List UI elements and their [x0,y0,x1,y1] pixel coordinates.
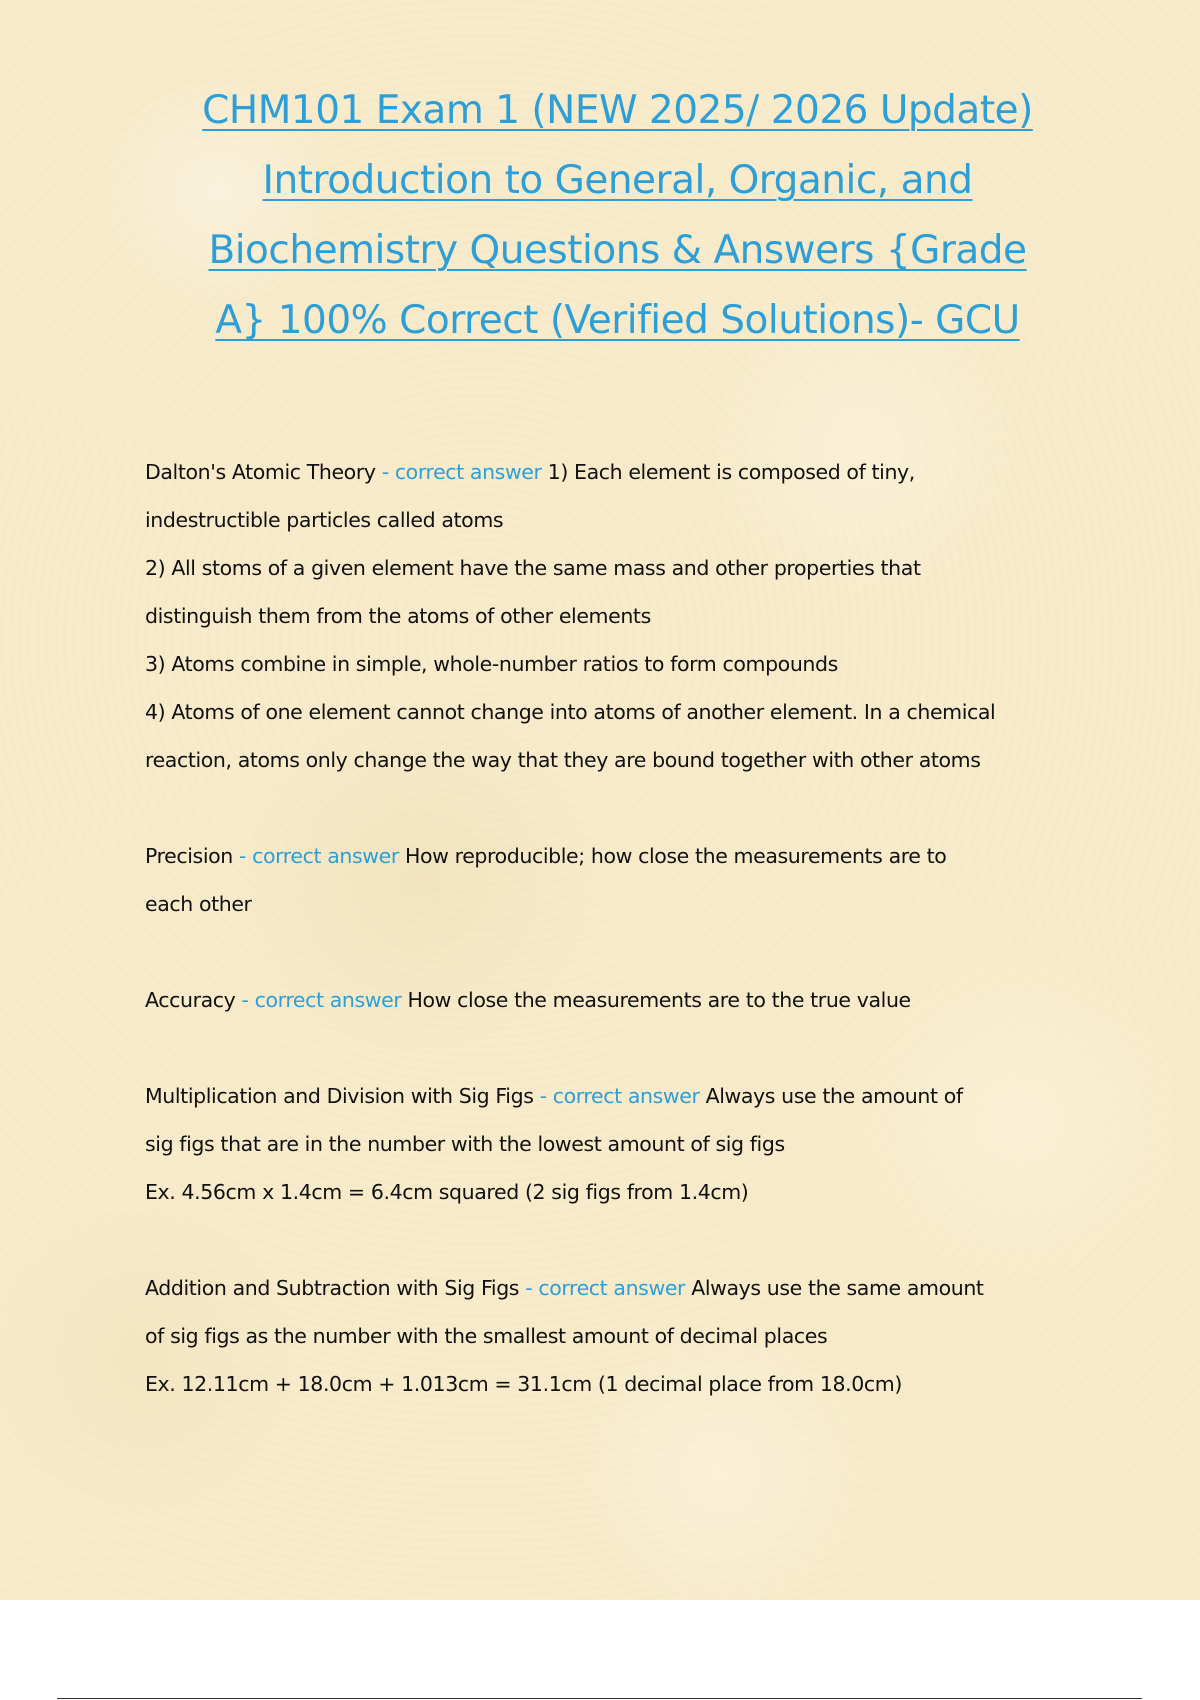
qa-entry-accuracy [145,976,1100,1024]
qa-answer-line: Ex. 4.56cm x 1.4cm = 6.4cm squared (2 sig figs from 1.4cm) [145,1180,749,1204]
qa-term: Dalton's Atomic Theory [145,460,376,484]
qa-answer-line: of sig figs as the number with the smallest amount of decimal places [145,1324,828,1348]
qa-answer-text: How reproducible; how close the measurements are to [398,844,947,868]
qa-entry-daltons-atomic-theory [145,448,1100,784]
correct-answer-label: correct answer [252,844,399,868]
qa-separator: - [519,1276,539,1300]
qa-entry-addition-subtraction-sig-figs [145,1264,1100,1408]
qa-first-line [145,832,1100,880]
qa-answer-text: Always use the amount of [699,1084,963,1108]
qa-answer-line: Ex. 12.11cm + 18.0cm + 1.013cm = 31.1cm (1 decimal place from 18.0cm) [145,1372,902,1396]
qa-entry-precision [145,832,1100,928]
qa-answer-text: 1) Each element is composed of tiny, [541,460,915,484]
qa-list [145,448,1100,1456]
qa-separator: - [235,988,255,1012]
qa-separator: - [533,1084,553,1108]
qa-answer-line: 2) All stoms of a given element have the same mass and other properties that [145,556,921,580]
correct-answer-label: correct answer [552,1084,700,1108]
qa-separator: - [232,844,253,868]
correct-answer-label: correct answer [254,988,402,1012]
qa-separator: - [375,460,395,484]
qa-entry-multiplication-division-sig-figs [145,1072,1100,1216]
qa-answer-line: each other [145,892,252,916]
qa-term: Multiplication and Division with Sig Figs [145,1084,534,1108]
qa-answer-line: reaction, atoms only change the way that they are bound together with other atoms [145,748,981,772]
footer-divider [57,1698,1142,1699]
qa-answer-line: distinguish them from the atoms of other elements [145,604,651,628]
document-title [120,76,1115,356]
qa-answer-line: indestructible particles called atoms [145,508,504,532]
qa-first-line [145,976,1100,1024]
qa-answer-text: Always use the same amount [685,1276,984,1300]
qa-term: Addition and Subtraction with Sig Figs [145,1276,520,1300]
title-line-4: A} 100% Correct (Verified Solutions)- GCU [215,298,1020,343]
qa-answer-line: sig figs that are in the number with the lowest amount of sig figs [145,1132,785,1156]
qa-answer-text: How close the measurements are to the true value [401,988,911,1012]
title-line-1: CHM101 Exam 1 (NEW 2025/ 2026 Update) [202,88,1033,133]
correct-answer-label: correct answer [538,1276,686,1300]
qa-first-line [145,1072,1100,1120]
qa-answer-line: 4) Atoms of one element cannot change into atoms of another element. In a chemical [145,700,996,724]
qa-term: Precision [145,844,233,868]
title-line-3: Biochemistry Questions & Answers {Grade [208,228,1027,273]
qa-answer-line: 3) Atoms combine in simple, whole-number ratios to form compounds [145,652,838,676]
title-line-2: Introduction to General, Organic, and [262,158,973,203]
correct-answer-label: correct answer [394,460,542,484]
qa-first-line [145,448,1100,496]
qa-term: Accuracy [145,988,236,1012]
qa-first-line [145,1264,1100,1312]
